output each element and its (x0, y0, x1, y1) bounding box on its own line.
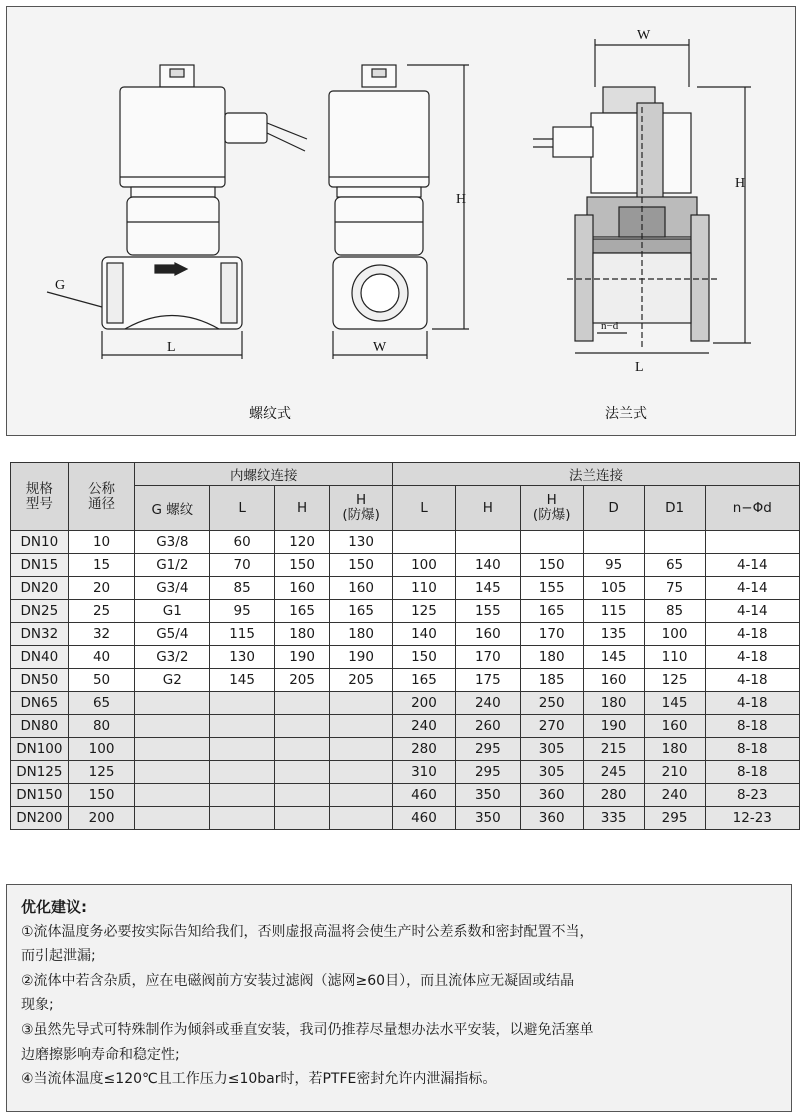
cell-d: 190 (583, 715, 644, 738)
cell-dn: 40 (68, 646, 135, 669)
header-H: H (275, 486, 330, 531)
table-row (11, 669, 800, 692)
cell-n: 4-18 (705, 646, 799, 669)
cell-n: 8-18 (705, 761, 799, 784)
cell-d: 335 (583, 807, 644, 830)
cell-d1 (644, 531, 705, 554)
cell-dn: 32 (68, 623, 135, 646)
cell-h (275, 692, 330, 715)
cell-fl: 460 (393, 784, 456, 807)
table-row (11, 784, 800, 807)
cell-n (705, 531, 799, 554)
header-flange-H: H (455, 486, 520, 531)
note-line: ②流体中若含杂质，应在电磁阀前方安装过滤阀（滤网≥60目），而且流体应无凝固或结晶 (21, 972, 575, 989)
cell-fl: 125 (393, 600, 456, 623)
note-line: ④当流体温度≤120℃且工作压力≤10bar时，若PTFE密封允许内泄漏指标。 (21, 1071, 497, 1088)
cell-hx: 190 (330, 646, 393, 669)
cell-d (583, 531, 644, 554)
header-n-phi-d: n−Φd (705, 486, 799, 531)
cell-fh: 160 (455, 623, 520, 646)
cell-d1: 295 (644, 807, 705, 830)
cell-fhx: 180 (520, 646, 583, 669)
table-row (11, 554, 800, 577)
cell-model: DN200 (11, 807, 69, 830)
cell-model: DN15 (11, 554, 69, 577)
cell-l (210, 738, 275, 761)
cell-n: 8-23 (705, 784, 799, 807)
cell-fl: 200 (393, 692, 456, 715)
dim-nd: n−d (601, 320, 619, 332)
cell-h: 180 (275, 623, 330, 646)
cell-fl: 100 (393, 554, 456, 577)
cell-fl (393, 531, 456, 554)
cell-fh: 155 (455, 600, 520, 623)
cell-l: 115 (210, 623, 275, 646)
cell-fh: 350 (455, 784, 520, 807)
dim-G: G (55, 278, 66, 293)
table-row (11, 577, 800, 600)
cell-fl: 110 (393, 577, 456, 600)
cell-fhx: 305 (520, 738, 583, 761)
header-model: 规格 型号 (11, 463, 69, 531)
diagram-panel (6, 6, 796, 436)
cell-fl: 165 (393, 669, 456, 692)
cell-h (275, 761, 330, 784)
dim-L-thread: L (167, 340, 176, 355)
cell-model: DN20 (11, 577, 69, 600)
flange-valve-section (533, 87, 717, 347)
header-bore: 公称 通径 (68, 463, 135, 531)
cell-dn: 25 (68, 600, 135, 623)
cell-n: 4-14 (705, 577, 799, 600)
cell-hx (330, 692, 393, 715)
header-thread-group: 内螺纹连接 (135, 463, 393, 486)
header-D1: D1 (644, 486, 705, 531)
note-line: ③虽然先导式可特殊制作为倾斜或垂直安装，我司仍推荐尽量想办法水平安装，以避免活塞单 (21, 1021, 594, 1038)
cell-g (135, 715, 210, 738)
cell-fl: 280 (393, 738, 456, 761)
cell-l: 60 (210, 531, 275, 554)
header-L: L (210, 486, 275, 531)
cell-d1: 180 (644, 738, 705, 761)
cell-dn: 65 (68, 692, 135, 715)
cell-g: G2 (135, 669, 210, 692)
cell-n: 4-18 (705, 692, 799, 715)
notes-box (6, 884, 792, 1112)
cell-h: 160 (275, 577, 330, 600)
cell-h (275, 807, 330, 830)
cell-fhx: 170 (520, 623, 583, 646)
cell-fhx: 270 (520, 715, 583, 738)
notes-title: 优化建议: (21, 898, 87, 916)
cell-h (275, 784, 330, 807)
cell-l: 145 (210, 669, 275, 692)
cell-h: 165 (275, 600, 330, 623)
table-row (11, 600, 800, 623)
cell-dn: 125 (68, 761, 135, 784)
cell-d1: 125 (644, 669, 705, 692)
note-line: 现象; (21, 997, 54, 1014)
cell-model: DN80 (11, 715, 69, 738)
cell-g: G5/4 (135, 623, 210, 646)
cell-g: G3/2 (135, 646, 210, 669)
cell-g (135, 692, 210, 715)
cell-n: 4-18 (705, 669, 799, 692)
cell-dn: 50 (68, 669, 135, 692)
cell-d1: 110 (644, 646, 705, 669)
cell-fl: 460 (393, 807, 456, 830)
spec-table (10, 462, 800, 830)
cell-fh: 170 (455, 646, 520, 669)
cell-fhx: 360 (520, 784, 583, 807)
cell-d: 95 (583, 554, 644, 577)
cell-dn: 80 (68, 715, 135, 738)
cell-d: 145 (583, 646, 644, 669)
cell-l (210, 761, 275, 784)
cell-dn: 200 (68, 807, 135, 830)
cell-n: 4-14 (705, 600, 799, 623)
cell-d: 215 (583, 738, 644, 761)
cell-l (210, 784, 275, 807)
cell-d: 180 (583, 692, 644, 715)
cell-h: 190 (275, 646, 330, 669)
header-flange-group: 法兰连接 (393, 463, 800, 486)
cell-model: DN32 (11, 623, 69, 646)
cell-h: 120 (275, 531, 330, 554)
note-line: ①流体温度务必要按实际告知给我们，否则虚报高温将会使生产时公差系数和密封配置不当， (21, 923, 594, 940)
caption-flange: 法兰式 (605, 406, 647, 422)
cell-hx: 180 (330, 623, 393, 646)
cell-fhx: 250 (520, 692, 583, 715)
cell-hx (330, 715, 393, 738)
cell-g (135, 784, 210, 807)
cell-hx: 165 (330, 600, 393, 623)
cell-d1: 100 (644, 623, 705, 646)
cell-model: DN65 (11, 692, 69, 715)
cell-d: 135 (583, 623, 644, 646)
cell-fh: 145 (455, 577, 520, 600)
cell-fl: 240 (393, 715, 456, 738)
cell-fh: 350 (455, 807, 520, 830)
cell-dn: 15 (68, 554, 135, 577)
cell-l (210, 807, 275, 830)
header-D: D (583, 486, 644, 531)
cell-fh: 295 (455, 761, 520, 784)
cell-d1: 145 (644, 692, 705, 715)
cell-n: 4-14 (705, 554, 799, 577)
cell-g (135, 738, 210, 761)
valve-drawings (7, 7, 795, 435)
cell-fhx: 155 (520, 577, 583, 600)
cell-l: 85 (210, 577, 275, 600)
cell-d1: 160 (644, 715, 705, 738)
cell-g: G3/4 (135, 577, 210, 600)
cell-n: 8-18 (705, 738, 799, 761)
header-flange-H-ex: H (防爆) (520, 486, 583, 531)
spec-table-body (11, 531, 800, 830)
cell-fhx: 305 (520, 761, 583, 784)
cell-d: 280 (583, 784, 644, 807)
cell-fh: 240 (455, 692, 520, 715)
cell-n: 8-18 (705, 715, 799, 738)
table-row (11, 761, 800, 784)
cell-fh: 175 (455, 669, 520, 692)
cell-fhx (520, 531, 583, 554)
cell-fh: 140 (455, 554, 520, 577)
note-line: 而引起泄漏; (21, 948, 96, 965)
cell-g (135, 761, 210, 784)
cell-fh: 260 (455, 715, 520, 738)
cell-model: DN150 (11, 784, 69, 807)
thread-valve-side (329, 65, 429, 329)
dim-H-thread: H (456, 192, 467, 207)
header-g-thread: G 螺纹 (135, 486, 210, 531)
table-row (11, 807, 800, 830)
cell-fh (455, 531, 520, 554)
cell-h: 205 (275, 669, 330, 692)
cell-fl: 150 (393, 646, 456, 669)
header-flange-L: L (393, 486, 456, 531)
table-row (11, 692, 800, 715)
cell-n: 4-18 (705, 623, 799, 646)
cell-dn: 20 (68, 577, 135, 600)
cell-l: 95 (210, 600, 275, 623)
table-row (11, 623, 800, 646)
caption-thread: 螺纹式 (249, 406, 291, 422)
cell-g: G1 (135, 600, 210, 623)
cell-dn: 100 (68, 738, 135, 761)
cell-fhx: 185 (520, 669, 583, 692)
cell-g: G3/8 (135, 531, 210, 554)
cell-g: G1/2 (135, 554, 210, 577)
cell-hx (330, 761, 393, 784)
cell-model: DN50 (11, 669, 69, 692)
dim-W-thread: W (373, 340, 387, 355)
thread-valve-front (102, 65, 307, 329)
cell-fl: 140 (393, 623, 456, 646)
cell-hx (330, 784, 393, 807)
cell-model: DN25 (11, 600, 69, 623)
cell-hx (330, 738, 393, 761)
cell-model: DN125 (11, 761, 69, 784)
cell-model: DN10 (11, 531, 69, 554)
cell-n: 12-23 (705, 807, 799, 830)
table-row (11, 646, 800, 669)
cell-hx (330, 807, 393, 830)
cell-fh: 295 (455, 738, 520, 761)
cell-fhx: 360 (520, 807, 583, 830)
cell-d: 160 (583, 669, 644, 692)
table-row (11, 715, 800, 738)
header-H-ex: H (防爆) (330, 486, 393, 531)
cell-l (210, 715, 275, 738)
cell-l: 130 (210, 646, 275, 669)
cell-d1: 75 (644, 577, 705, 600)
cell-hx: 160 (330, 577, 393, 600)
cell-fl: 310 (393, 761, 456, 784)
dim-H-flange: H (735, 176, 746, 191)
cell-d1: 85 (644, 600, 705, 623)
cell-g (135, 807, 210, 830)
table-row (11, 531, 800, 554)
cell-hx: 150 (330, 554, 393, 577)
cell-h: 150 (275, 554, 330, 577)
cell-l: 70 (210, 554, 275, 577)
dim-W-flange: W (637, 28, 651, 43)
cell-l (210, 692, 275, 715)
cell-d: 115 (583, 600, 644, 623)
cell-model: DN100 (11, 738, 69, 761)
cell-dn: 150 (68, 784, 135, 807)
cell-d1: 210 (644, 761, 705, 784)
table-row (11, 738, 800, 761)
cell-hx: 130 (330, 531, 393, 554)
dim-L-flange: L (635, 360, 644, 375)
cell-h (275, 738, 330, 761)
cell-fhx: 165 (520, 600, 583, 623)
note-line: 边磨擦影响寿命和稳定性; (21, 1046, 180, 1063)
cell-h (275, 715, 330, 738)
cell-d: 245 (583, 761, 644, 784)
cell-fhx: 150 (520, 554, 583, 577)
cell-dn: 10 (68, 531, 135, 554)
cell-d1: 65 (644, 554, 705, 577)
cell-d: 105 (583, 577, 644, 600)
cell-d1: 240 (644, 784, 705, 807)
cell-hx: 205 (330, 669, 393, 692)
cell-model: DN40 (11, 646, 69, 669)
